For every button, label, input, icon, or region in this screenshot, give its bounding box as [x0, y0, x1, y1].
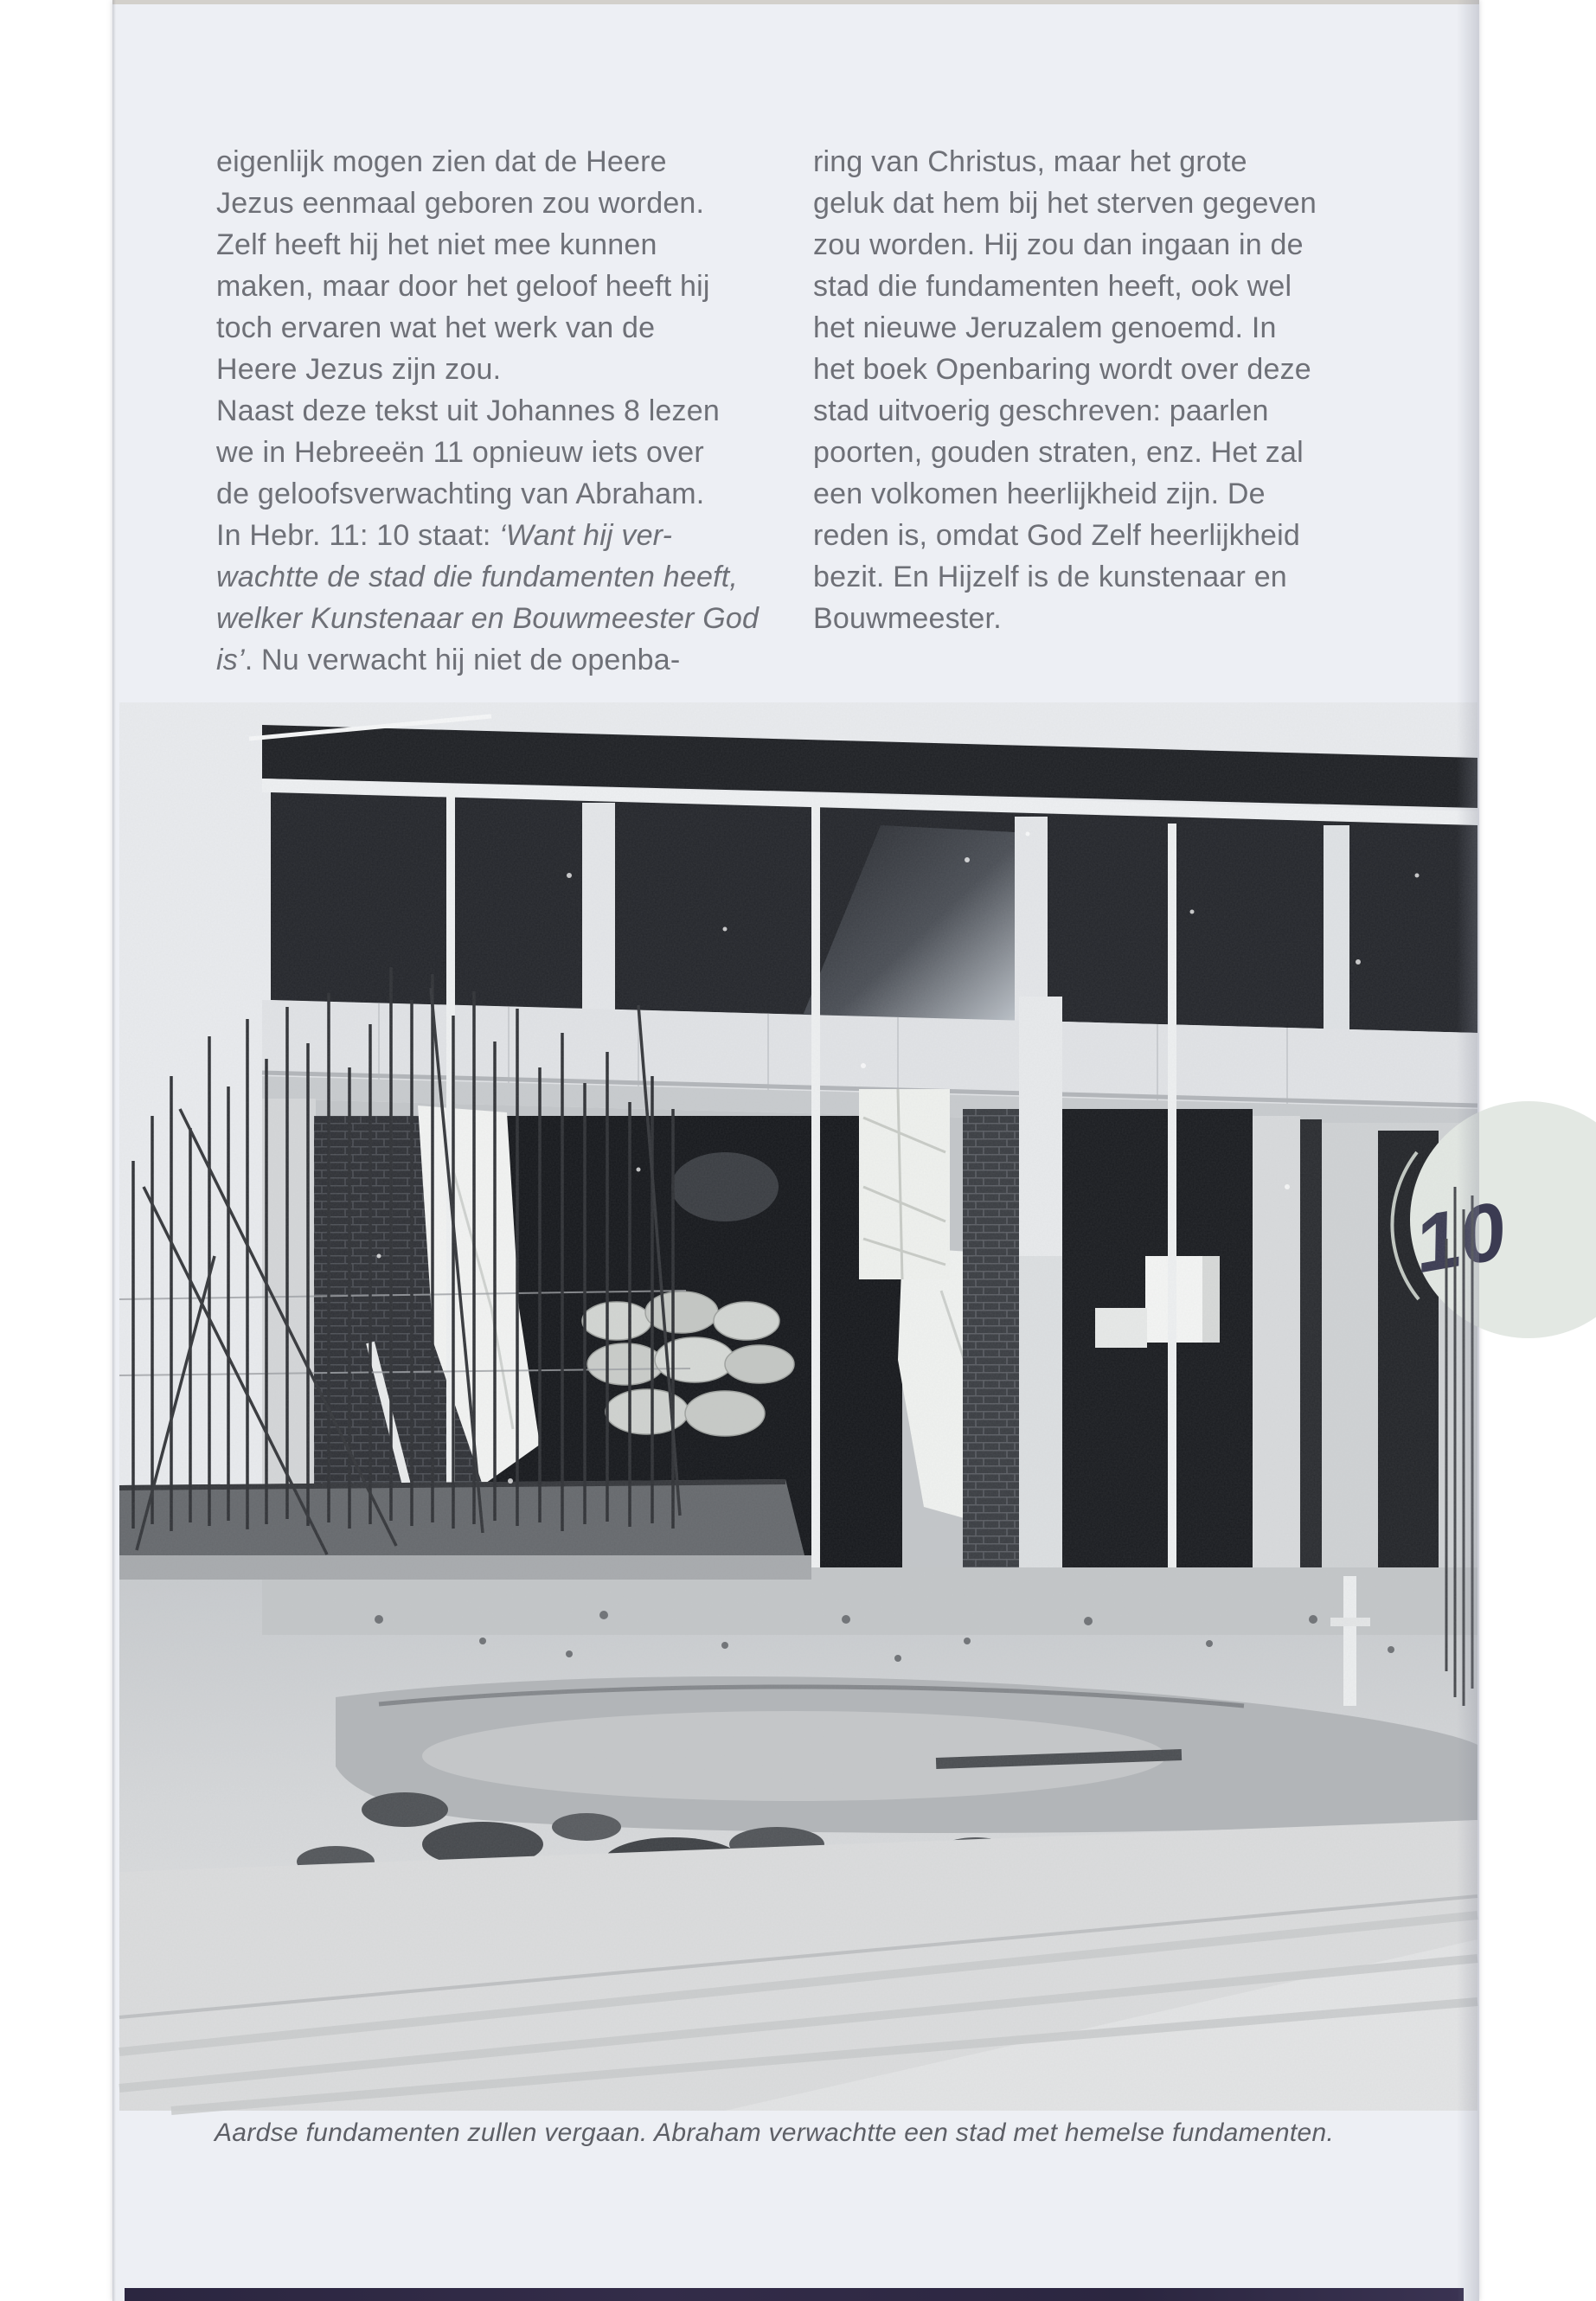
construction-photo-illustration — [119, 702, 1477, 2111]
page-top-edge — [112, 0, 1479, 4]
text-line: poorten, gouden straten, enz. Het zal — [813, 436, 1304, 469]
text-line: Heere Jezus zijn zou. — [216, 353, 502, 386]
text-line: het boek Openbaring wordt over deze — [813, 353, 1311, 386]
text-line: welker Kunstenaar en Bouwmeester God — [216, 602, 760, 635]
text-line: het nieuwe Jeruzalem genoemd. In — [813, 311, 1277, 344]
text-line: Bouwmeester. — [813, 602, 1002, 635]
text-line: Naast deze tekst uit Johannes 8 lezen — [216, 394, 720, 427]
text-line — [216, 515, 753, 556]
text-line: toch ervaren wat het werk van de — [216, 311, 656, 344]
text-line: stad die fundamenten heeft, ook wel — [813, 270, 1292, 303]
page-right-edge-shadow — [1457, 0, 1479, 2301]
text-line: reden is, omdat God Zelf heerlijkheid — [813, 519, 1301, 552]
photo-caption: Aardse fundamenten zullen vergaan. Abraham verwachtte een stad met hemelse fundamenten. — [215, 2118, 1335, 2147]
text-line: ring van Christus, maar het grote — [813, 145, 1247, 178]
italic-segment: is’ — [216, 644, 245, 676]
page-left-edge-shadow — [112, 0, 116, 2301]
text-line: geluk dat hem bij het sterven gegeven — [813, 187, 1317, 220]
roman-segment: . Nu verwacht hij niet de openba- — [244, 644, 681, 676]
text-line: Jezus eenmaal geboren zou worden. — [216, 187, 705, 220]
photo-grain — [119, 702, 1477, 2111]
text-line: de geloofsverwachting van Abraham. — [216, 478, 705, 510]
construction-photo — [119, 702, 1477, 2111]
book-cover-edge — [125, 2288, 1464, 2301]
text-line: wachtte de stad die fundamenten heeft, — [216, 561, 739, 593]
text-line: we in Hebreeën 11 opnieuw iets over — [216, 436, 704, 469]
text-line: bezit. En Hijzelf is de kunstenaar en — [813, 561, 1287, 593]
text-line: maken, maar door het geloof heeft hij — [216, 270, 710, 303]
text-line — [216, 639, 753, 681]
text-line: stad uitvoerig geschreven: paarlen — [813, 394, 1269, 427]
text-line: eigenlijk mogen zien dat de Heere — [216, 145, 667, 178]
italic-segment: ‘Want hij ver- — [499, 519, 673, 552]
book-page — [112, 0, 1479, 2301]
text-line: zou worden. Hij zou dan ingaan in de — [813, 228, 1304, 261]
text-column-right — [813, 141, 1367, 639]
roman-segment: In Hebr. 11: 10 staat: — [216, 519, 500, 552]
text-column-left — [216, 141, 760, 681]
text-line: Zelf heeft hij het niet mee kunnen — [216, 228, 657, 261]
text-line: een volkomen heerlijkheid zijn. De — [813, 478, 1266, 510]
